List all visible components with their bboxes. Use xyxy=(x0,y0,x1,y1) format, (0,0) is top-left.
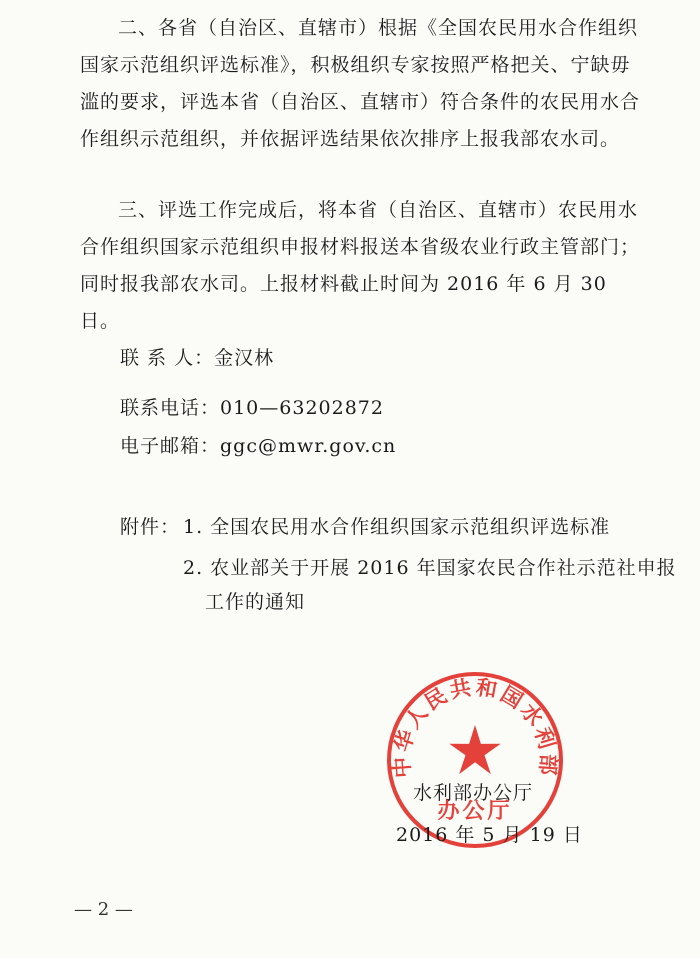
paragraph-2: 二、各省（自治区、直辖市）根据《全国农民用水合作组织国家示范组织评选标准》，积极组织专家按照严格把关、宁缺毋滥的要求，评选本省（自治区、直辖市）符合条件的农民用水合作组织示范组织，并依据评选结果依次排序上报我部农水司。 xyxy=(80,17,641,150)
paragraph-3: 三、评选工作完成后，将本省（自治区、直辖市）农民用水合作组织国家示范组织申报材料报送本省级农业行政主管部门；同时报我部农水司。上报材料截止时间为 2016 年 6 月 30 日。 xyxy=(80,199,641,332)
seal-star-icon xyxy=(449,725,500,774)
seal-arc-text: 中华人民共和国水利部 xyxy=(389,675,561,779)
seal-bottom-text: 办公厅 xyxy=(437,799,513,824)
attachment-item-2: 2. 农业部关于开展 2016 年国家农民合作社示范社申报 xyxy=(183,557,677,579)
contact-phone: 联系电话：010—63202872 xyxy=(120,397,384,419)
attachment-item-2-continued: 工作的通知 xyxy=(205,591,306,613)
attachment-item-1: 1. 全国农民用水合作组织国家示范组织评选标准 xyxy=(183,516,611,538)
signature-date: 2016 年 5 月 19 日 xyxy=(396,824,583,846)
attachments-label: 附件： xyxy=(120,516,181,538)
page-number: — 2 — xyxy=(74,899,133,920)
signature-organization: 水利部办公厅 xyxy=(413,782,534,804)
contact-person: 联 系 人：金汉林 xyxy=(120,347,275,369)
contact-email: 电子邮箱：ggc@mwr.gov.cn xyxy=(120,435,397,457)
